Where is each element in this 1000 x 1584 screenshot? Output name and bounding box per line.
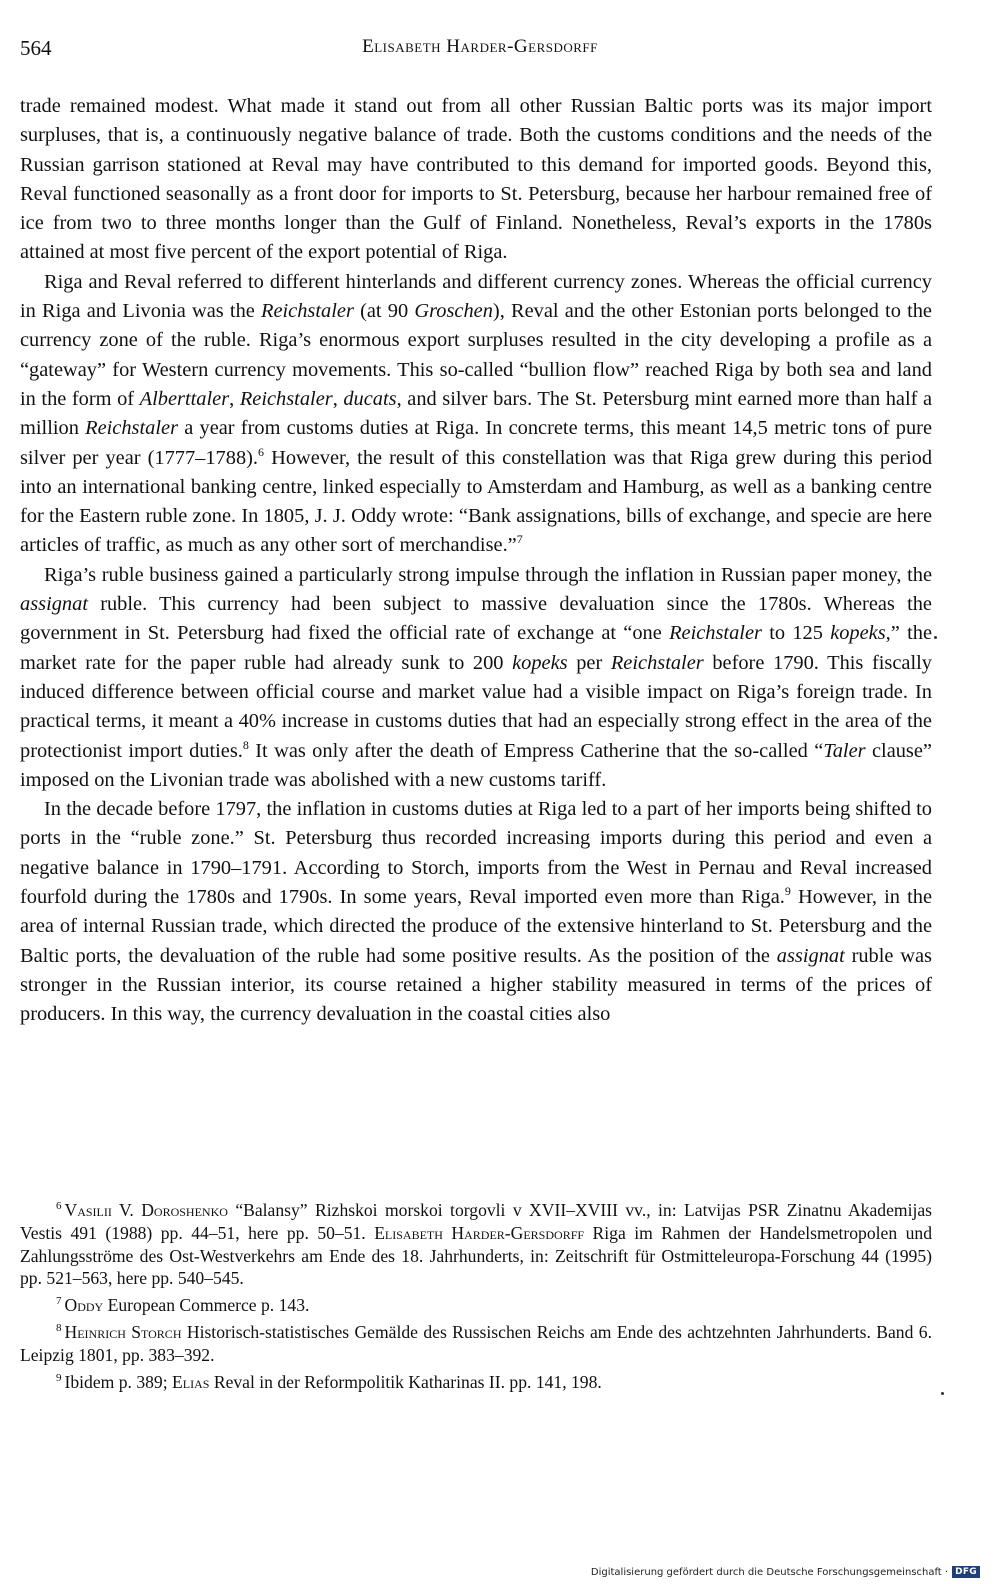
dfg-logo: DFG <box>952 1566 980 1578</box>
footnote-text: European Commerce p. 143. <box>103 1295 310 1316</box>
text-run: In the decade before 1797, the inflation in customs duties at Riga led to a part of her imports being shifted to ports in the “ruble zone.” St. Petersburg thus recorded increasing imports during this period and even a negative balance in 1790–1791. According to Storch, imports from the West in Pernau and Reval increased fourfold during the 1780s and 1790s. In some years, Reval imported even more than Riga. <box>20 798 932 909</box>
text-run: clause” imposed on the Livonian trade was abolished with a new customs tariff. <box>20 739 932 791</box>
paragraph <box>20 268 932 561</box>
italic-term: assignat <box>20 593 88 616</box>
italic-term: Groschen <box>414 300 493 323</box>
body-text <box>20 92 932 1030</box>
italic-term: Taler <box>823 739 866 762</box>
footnote-text: “Balansy” Rizhskoi morskoi torgovli v XVII–XVIII vv., in: Latvijas PSR Zinatnu Akademijas Vestis 491 (1988) pp. 44–51, here pp. 50–51. <box>20 1200 932 1243</box>
footnote-text: Ibidem p. 389; <box>64 1371 173 1392</box>
text-run: a year from customs duties at Riga. In concrete terms, this meant 14,5 metric tons of pure silver per year (1777–1788). <box>20 417 932 469</box>
footnote <box>20 1321 932 1367</box>
digitization-notice-text: Digitalisierung gefördert durch die Deutsche Forschungsgemeinschaft · <box>590 1566 949 1578</box>
text-run: , and silver bars. The St. Petersburg mint earned more than half a million <box>20 387 933 440</box>
footnotes <box>20 1199 932 1397</box>
italic-term: Reichstaler <box>239 387 333 410</box>
text-run: , <box>332 387 344 410</box>
paragraph <box>20 561 932 795</box>
text-run: , <box>229 387 240 410</box>
author-name: Elisabeth Harder-Gersdorff <box>374 1222 585 1243</box>
italic-term: assignat <box>776 944 845 967</box>
footnote-number: 9 <box>56 1371 62 1384</box>
scan-speck <box>934 636 937 639</box>
italic-term: kopeks <box>830 622 886 645</box>
text-run: per <box>567 651 611 674</box>
italic-term: kopeks <box>512 651 568 674</box>
text-run: before 1790. This fiscally induced difference between official course and market value had a visible impact on Riga’s foreign trade. In practical terms, it meant a 40% increase in customs duties that had an especially strong effect in the area of the protectionist import duties. <box>20 651 932 762</box>
text-run: to 125 <box>761 622 831 645</box>
italic-term: Reichstaler <box>261 300 354 323</box>
author-name: Elias <box>172 1371 210 1392</box>
footnote-text: Historisch-statistisches Gemälde des Russischen Reichs am Ende des achtzehnten Jahrhunderts. Band 6. Leipzig 1801, pp. 383–392. <box>20 1321 932 1365</box>
digitization-notice <box>591 1564 980 1580</box>
footnote-number: 8 <box>56 1322 62 1335</box>
text-run: It was only after the death of Empress Catherine that the so-called “ <box>248 739 824 762</box>
italic-term: Reichstaler <box>85 417 179 440</box>
footnote <box>20 1199 932 1290</box>
paragraph <box>20 92 932 268</box>
footnote <box>20 1294 932 1317</box>
page-number: 564 <box>20 36 52 60</box>
text-run: ruble was stronger in the Russian interior, its course retained a higher stability measured in terms of the prices of producers. In this way, the currency devaluation in the coastal cities also <box>20 944 932 1026</box>
text-run: ), Reval and the other Estonian ports belonged to the currency zone of the ruble. Riga’s enormous export surpluses resulted in the city developing a profile as a “gateway” for Western currency movements. This so-called “bullion flow” reached Riga by both sea and land in the form of <box>20 300 932 410</box>
footnote-reference: 7 <box>516 532 523 547</box>
text-run: Riga’s ruble business gained a particularly strong impulse through the inflation in Russian paper money, the <box>44 563 932 586</box>
paragraph <box>20 795 932 1029</box>
text-run: ruble. This currency had been subject to massive devaluation since the 1780s. Whereas the government in St. Petersburg had fixed the official rate of exchange at “one <box>20 593 932 645</box>
text-run: However, the result of this constellation was that Riga grew during this period into an international banking centre, linked especially to Amsterdam and Hamburg, as well as a banking centre for the Eastern ruble zone. In 1805, J. J. Oddy wrote: “Bank assignations, bills of exchange, and specie are here articles of traffic, as much as any other sort of merchandise.” <box>20 446 933 557</box>
italic-term: Reichstaler <box>610 651 704 674</box>
text-run: However, in the area of internal Russian trade, which directed the produce of the extensive hinterland to St. Petersburg and the Baltic ports, the devaluation of the ruble had some positive results. As the position of the <box>20 886 933 967</box>
italic-term: Reichstaler <box>669 622 762 645</box>
running-head: Elisabeth Harder-Gersdorff <box>362 36 598 57</box>
footnote-reference: 8 <box>242 737 249 752</box>
text-run: ,” the market rate for the paper ruble had already sunk to 200 <box>20 622 932 674</box>
italic-term: Alberttaler <box>139 387 230 410</box>
italic-term: ducats <box>343 387 397 410</box>
text-run: trade remained modest. What made it stand out from all other Russian Baltic ports was its major import surpluses, that is, a continuously negative balance of trade. Both the customs conditions and the needs of the Russian garrison stationed at Reval may have contributed to this demand for imported goods. Beyond this, Reval functioned seasonally as a front door for imports to St. Petersburg, because her harbour remained free of ice from two to three months longer than the Gulf of Finland. Nonetheless, Reval’s exports in the 1780s attained at most five percent of the export potential of Riga. <box>20 95 932 264</box>
footnote-text: Reval in der Reformpolitik Katharinas II. pp. 141, 198. <box>209 1371 602 1392</box>
author-name: Oddy <box>64 1295 104 1316</box>
text-run: Riga and Reval referred to different hinterlands and different currency zones. Whereas the official currency in Riga and Livonia was the <box>20 270 932 323</box>
author-name: Vasilii V. Doroshenko <box>64 1200 228 1220</box>
footnote-number: 6 <box>56 1200 62 1213</box>
footnote-reference: 9 <box>784 884 791 899</box>
footnote-reference: 6 <box>258 444 265 459</box>
footnote <box>20 1371 932 1394</box>
footnote-text: Riga im Rahmen der Handelsmetropolen und Zahlungsströme des Ost-Westverkehrs am Ende des 18. Jahrhunderts, in: Zeitschrift für Ostmitteleuropa-Forschung 44 (1995) pp. 521–563, here pp. 540–545. <box>20 1222 932 1289</box>
author-name: Heinrich Storch <box>64 1321 182 1342</box>
scan-speck <box>941 1392 944 1395</box>
text-run: (at 90 <box>353 300 415 323</box>
page-header <box>20 36 940 62</box>
footnote-number: 7 <box>56 1295 62 1308</box>
